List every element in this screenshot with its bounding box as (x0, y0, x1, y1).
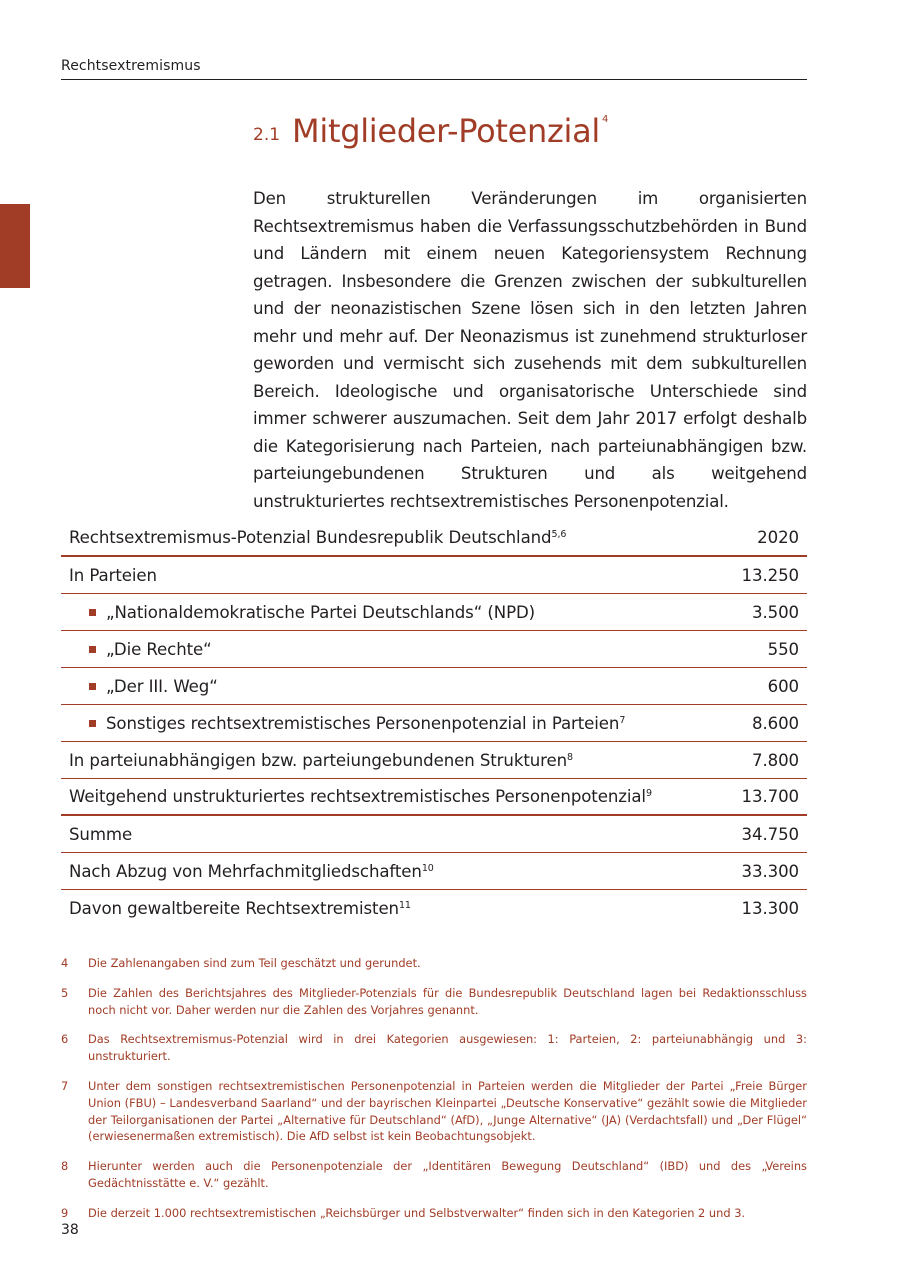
row-value: 13.700 (741, 787, 799, 806)
table-row (61, 631, 807, 668)
row-label: „Nationaldemokratische Partei Deutschlands“ (NPD) (106, 602, 536, 622)
running-head: Rechtsextremismus (61, 58, 807, 80)
footnote-text: Die derzeit 1.000 rechtsextremistischen „Reichsbürger und Selbstverwalter“ finden sich in den Kategorien 2 und 3. (88, 1205, 746, 1220)
table-header-row (61, 519, 807, 557)
footnote-number: 9 (61, 1205, 69, 1220)
footnote-number: 6 (61, 1032, 69, 1047)
table-row-sum (61, 816, 807, 853)
row-label: „Die Rechte“ (106, 639, 212, 659)
chapter-tab-marker (0, 204, 30, 288)
section-title: Mitglieder-Potenzial (292, 112, 600, 150)
table-row (61, 742, 807, 779)
footnote-number: 4 (61, 956, 69, 970)
square-bullet-icon (89, 683, 96, 690)
footnote-text: Unter dem sonstigen rechtsextremistischen Personenpotenzial in Parteien werden die Mitglieder der Partei „Freie Bürger Union (FBU) – Landesverband Saarland“ und der bayrischen Kleinpartei „Deutsche Konservative“ gezählt sowie die Mitglieder der Teilorganisationen der Partei „Alternative für Deutschland“ (AfD), „Junge Alternative“ (JA) (Verdachtsfall) und „Der Flügel“ (erwiesenermaßen extremistisch). Die AfD selbst ist kein Beobachtungsobjekt. (88, 1078, 807, 1144)
section-number: 2.1 (253, 125, 281, 145)
square-bullet-icon (89, 646, 96, 653)
footnote-ref[interactable]: 4 (601, 114, 609, 125)
table-row (61, 668, 807, 705)
footnote-number: 7 (61, 1078, 69, 1093)
table-row (61, 779, 807, 816)
row-label: Nach Abzug von Mehrfachmitgliedschaften (69, 861, 422, 881)
row-value: 13.250 (741, 565, 799, 585)
square-bullet-icon (89, 609, 96, 616)
square-bullet-icon (89, 720, 96, 727)
footnote-ref[interactable]: 9 (645, 788, 652, 799)
row-label: „Der III. Weg“ (106, 676, 218, 696)
footnote-text: Die Zahlen des Berichtsjahres des Mitglieder-Potenzials für die Bundesrepublik Deutschland lagen bei Redaktionsschluss noch nicht vor. Daher werden nur die Zahlen des Vorjahres genannt. (88, 985, 807, 1017)
row-value: 34.750 (741, 824, 799, 844)
row-value: 3.500 (751, 602, 799, 622)
footnotes (61, 955, 807, 1235)
footnote-text: Hierunter werden auch die Personenpotenziale der „Identitären Bewegung Deutschland“ (IBD) und des „Vereins Gedächtnisstätte e. V.“ gezählt. (88, 1159, 807, 1190)
footnote (61, 985, 807, 1019)
table-row (61, 853, 807, 890)
table-row (61, 594, 807, 631)
footnote (61, 1031, 807, 1065)
table-row (61, 890, 807, 927)
footnote-number: 8 (61, 1159, 69, 1174)
table-header-year: 2020 (757, 527, 799, 547)
row-label: Weitgehend unstrukturiertes rechtsextremistisches Personenpotenzial (69, 787, 646, 806)
footnote-text: Das Rechtsextremismus-Potenzial wird in drei Kategorien ausgewiesen: 1: Parteien, 2: parteiunabhängig und 3: unstrukturiert. (88, 1032, 807, 1064)
footnote (61, 955, 807, 972)
footnote (61, 1158, 807, 1192)
footnote-ref[interactable]: 5,6 (551, 528, 567, 540)
row-label: In Parteien (69, 565, 157, 585)
footnote-ref[interactable]: 8 (567, 751, 573, 763)
section-heading (253, 112, 608, 150)
footnote-ref[interactable]: 7 (619, 714, 626, 726)
table-header-label: Rechtsextremismus-Potenzial Bundesrepublik Deutschland$^{5,6}$ (69, 527, 567, 547)
row-value: 600 (767, 676, 799, 696)
footnote-number: 5 (61, 985, 69, 1000)
row-value: 33.300 (741, 861, 799, 881)
row-label: Sonstiges rechtsextremistisches Personenpotenzial in Parteien (106, 713, 620, 733)
footnote-text: Die Zahlenangaben sind zum Teil geschätzt und gerundet. (88, 956, 421, 970)
row-value: 550 (767, 639, 799, 659)
row-value: 8.600 (751, 713, 799, 733)
page-number: 38 (61, 1222, 79, 1238)
footnote-ref[interactable]: 10 (421, 862, 434, 874)
intro-paragraph: Den strukturellen Veränderungen im organisierten Rechtsextremismus haben die Verfassungsschutzbehörden in Bund und Ländern mit einem neuen Kategoriensystem Rechnung getragen. Insbesondere die Grenzen zwischen der subkulturellen und der neonazistischen Szene lösen sich in den letzten Jahren mehr und mehr auf. Der Neonazismus ist zunehmend strukturloser geworden und vermischt sich zusehends mit dem subkulturellen Bereich. Ideologische und organisatorische Unterschiede sind immer schwerer auszumachen. Seit dem Jahr 2017 erfolgt deshalb die Kategorisierung nach Parteien, nach parteiunabhängigen bzw. parteiungebundenen Strukturen und als weitgehend unstrukturiertes rechtsextremistisches Personenpotenzial. (253, 189, 807, 511)
row-label: In parteiunabhängigen bzw. parteiungebundenen Strukturen (69, 750, 568, 770)
footnote-ref[interactable]: 11 (398, 900, 411, 911)
row-value: 13.300 (741, 899, 799, 918)
footnote (61, 1205, 807, 1222)
potential-table (61, 519, 807, 927)
table-row (61, 705, 807, 742)
row-label: Summe (69, 824, 133, 844)
table-row (61, 557, 807, 594)
row-value: 7.800 (751, 750, 799, 770)
row-label: Davon gewaltbereite Rechtsextremisten (69, 899, 399, 918)
footnote (61, 1078, 807, 1145)
